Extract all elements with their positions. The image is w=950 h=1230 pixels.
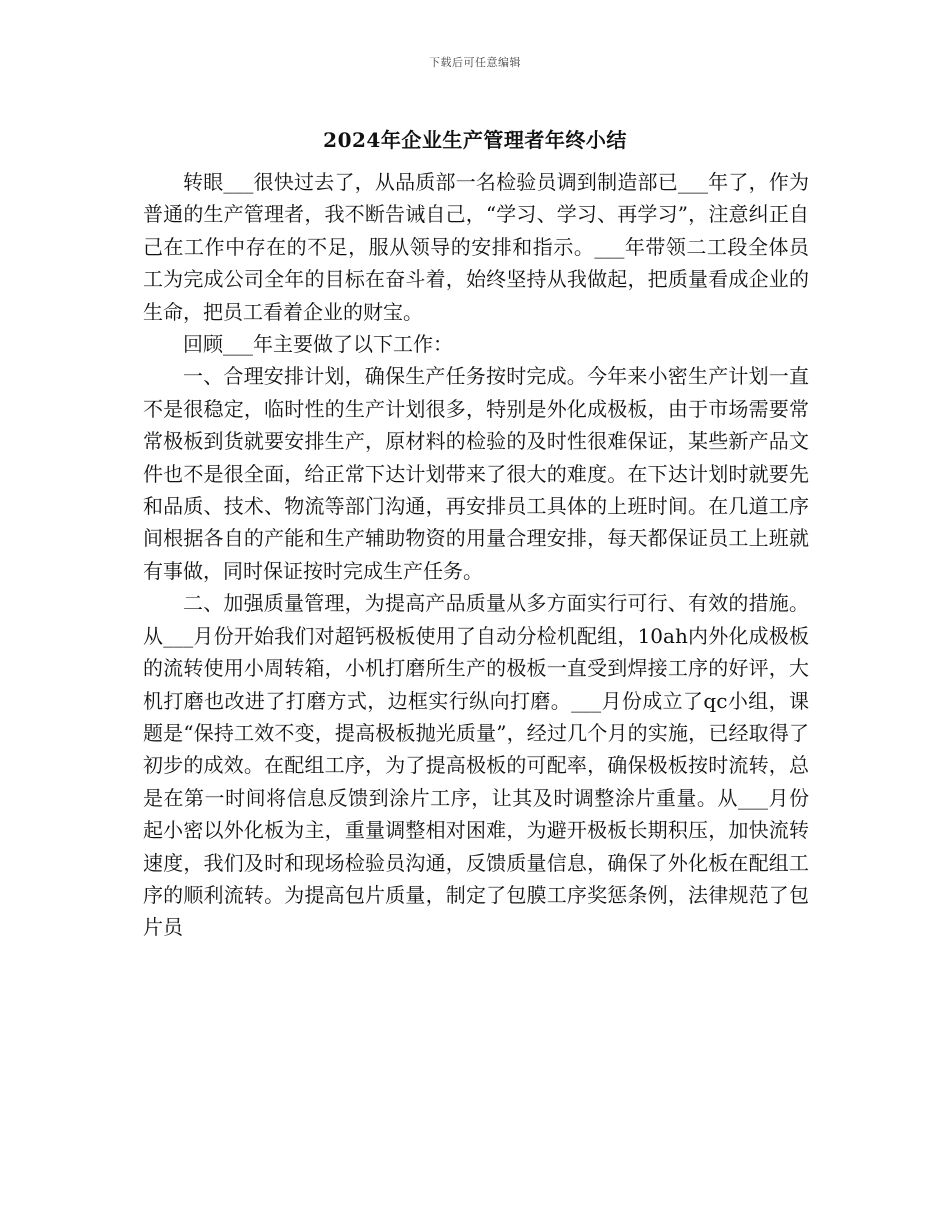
document-body <box>143 166 809 944</box>
paragraph-quality: 二、加强质量管理，为提高产品质量从多方面实行可行、有效的措施。从___月份开始我们对超钙极板使用了自动分检机配组，10ah内外化成极板的流转使用小周转箱，小机打磨所生产的极板一直受到焊接工序的好评，大机打磨也改进了打磨方式，边框实行纵向打磨。___月份成立了qc小组，课题是“保持工效不变，提高极板抛光质量”，经过几个月的实施，已经取得了初步的成效。在配组工序，为了提高极板的可配率，确保极板按时流转，总是在第一时间将信息反馈到涂片工序，让其及时调整涂片重量。从___月份起小密以外化板为主，重量调整相对困难，为避开极板长期积压，加快流转速度，我们及时和现场检验员沟通，反馈质量信息，确保了外化板在配组工序的顺利流转。为提高包片质量，制定了包膜工序奖惩条例，法律规范了包片员 <box>143 591 809 940</box>
document-title: 2024年企业生产管理者年终小结 <box>323 128 627 152</box>
paragraph-review: 回顾___年主要做了以下工作： <box>183 332 453 357</box>
paragraph-planning: 一、合理安排计划，确保生产任务按时完成。今年来小密生产计划一直不是很稳定，临时性的生产计划很多，特别是外化成极板，由于市场需要常常极板到货就要安排生产，原材料的检验的及时性很难保证，某些新产品文件也不是很全面，给正常下达计划带来了很大的难度。在下达计划时就要先和品质、技术、物流等部门沟通，再安排员工具体的上班时间。在几道工序间根据各自的产能和生产辅助物资的用量合理安排，每天都保证员工上班就有事做，同时保证按时完成生产任务。 <box>143 364 809 583</box>
header-note: 下载后可任意编辑 <box>429 56 521 69</box>
paragraph-intro: 转眼___很快过去了，从品质部一名检验员调到制造部已___年了，作为普通的生产管理者，我不断告诫自己，“学习、学习、再学习”，注意纠正自己在工作中存在的不足，服从领导的安排和指示。___年带领二工段全体员工为完成公司全年的目标在奋斗着，始终坚持从我做起，把质量看成企业的生命，把员工看着企业的财宝。 <box>143 170 809 324</box>
